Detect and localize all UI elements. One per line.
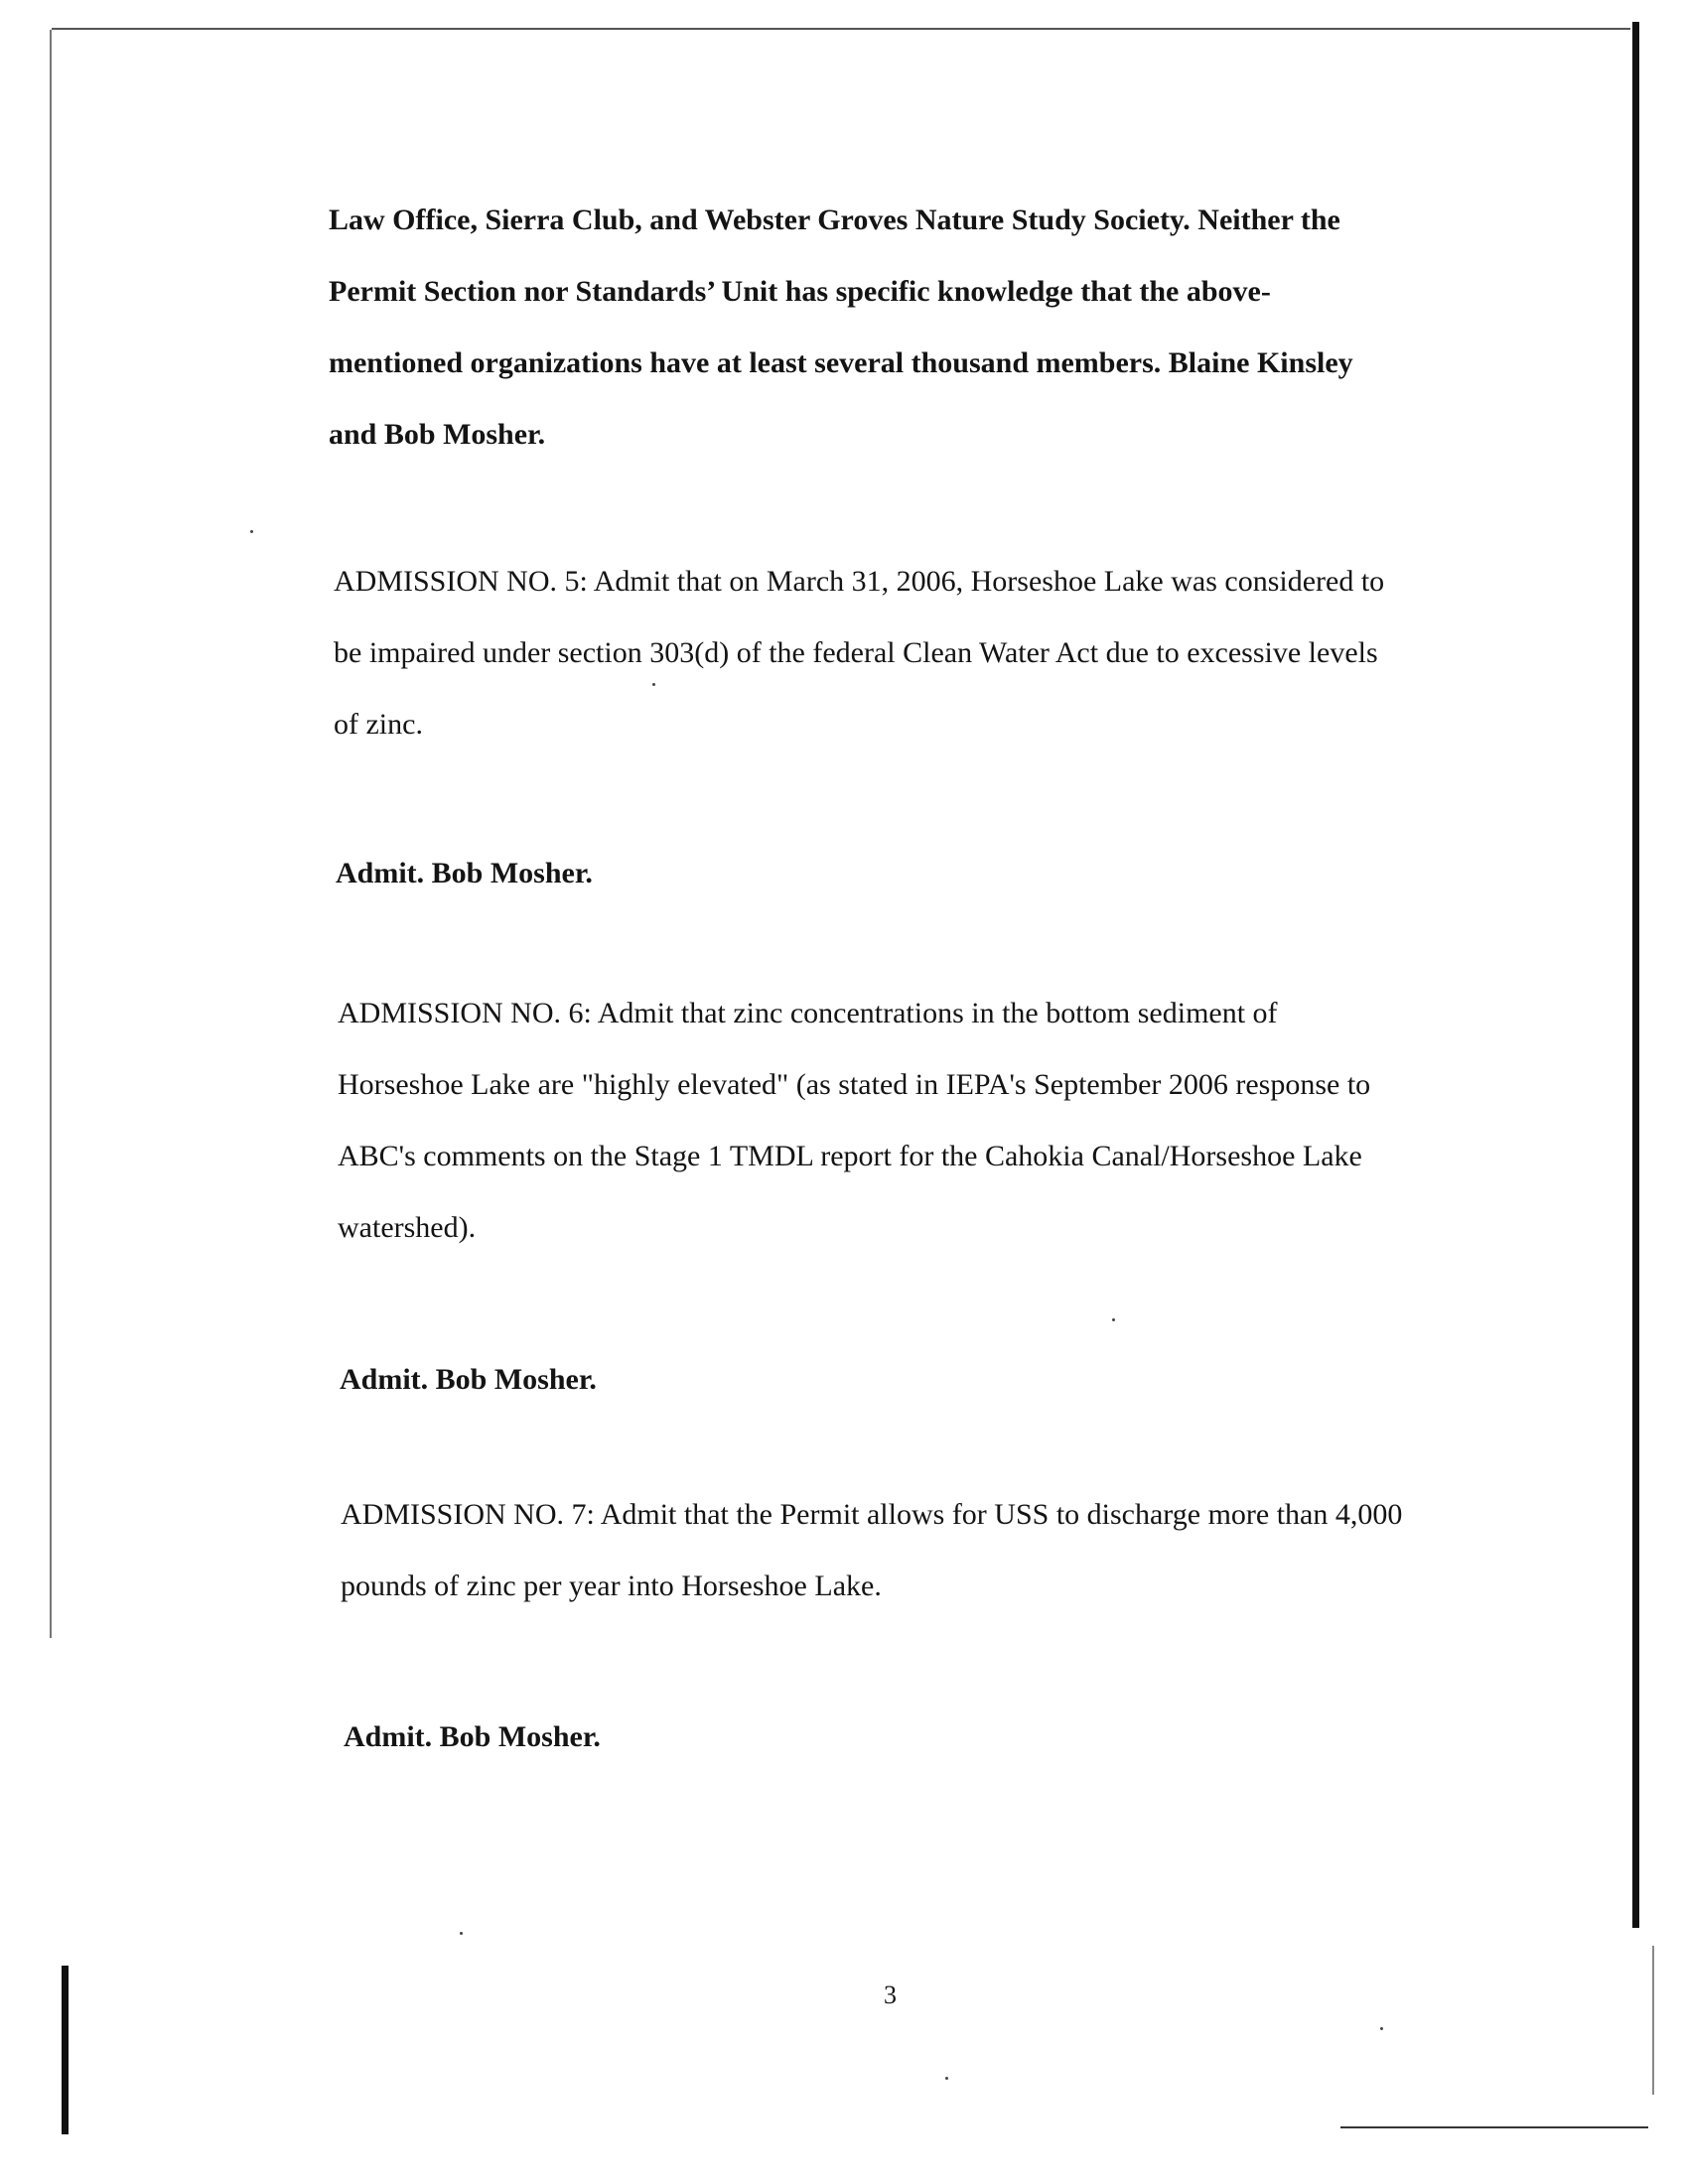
- text-line: be impaired under section 303(d) of the federal Clean Water Act due to excessive levels: [334, 636, 1378, 669]
- scan-border-left: [50, 30, 52, 1638]
- page-number: 3: [884, 1980, 897, 2009]
- text-line: Admit. Bob Mosher.: [336, 857, 593, 889]
- text-line: Permit Section nor Standards’ Unit has specific knowledge that the above-: [329, 275, 1271, 308]
- text-line: Admit. Bob Mosher.: [344, 1720, 601, 1753]
- text-line: and Bob Mosher.: [329, 418, 546, 451]
- scan-speck: [1112, 1318, 1115, 1321]
- scan-border-right: [1632, 22, 1639, 1928]
- scan-speck: [460, 1932, 463, 1935]
- text-line: Law Office, Sierra Club, and Webster Groves Nature Study Society. Neither the: [329, 204, 1340, 236]
- text-line: mentioned organizations have at least several thousand members. Blaine Kinsley: [329, 346, 1353, 379]
- scan-border-left-dark: [62, 1966, 69, 2134]
- text-line: ABC's comments on the Stage 1 TMDL report for the Cahokia Canal/Horseshoe Lake: [338, 1140, 1362, 1172]
- admission-5-answer: [336, 838, 593, 909]
- scan-border-bottom: [1340, 2126, 1648, 2128]
- admission-7-answer: [344, 1702, 601, 1773]
- admission-6-answer: [340, 1344, 597, 1416]
- text-line: of zinc.: [334, 708, 423, 741]
- scan-speck: [1380, 2027, 1383, 2030]
- scan-speck: [945, 2077, 948, 2080]
- admission-6-request: [338, 978, 1370, 1264]
- admission-7-request: [341, 1479, 1402, 1622]
- scan-border-right-thin: [1652, 1946, 1654, 2095]
- admission-5-request: [334, 546, 1384, 760]
- text-line: ADMISSION NO. 5: Admit that on March 31, 2006, Horseshoe Lake was considered to: [334, 565, 1385, 598]
- text-line: ADMISSION NO. 6: Admit that zinc concentrations in the bottom sediment of: [338, 997, 1278, 1029]
- text-line: Horseshoe Lake are "highly elevated" (as stated in IEPA's September 2006 response to: [338, 1068, 1371, 1101]
- text-line: Admit. Bob Mosher.: [340, 1363, 597, 1396]
- text-line: pounds of zinc per year into Horseshoe Lake.: [341, 1570, 882, 1602]
- intro-paragraph: [329, 185, 1353, 471]
- text-line: ADMISSION NO. 7: Admit that the Permit allows for USS to discharge more than 4,000: [341, 1498, 1403, 1531]
- scan-border-top: [52, 28, 1630, 30]
- scan-speck: [250, 530, 253, 533]
- text-line: watershed).: [338, 1211, 477, 1244]
